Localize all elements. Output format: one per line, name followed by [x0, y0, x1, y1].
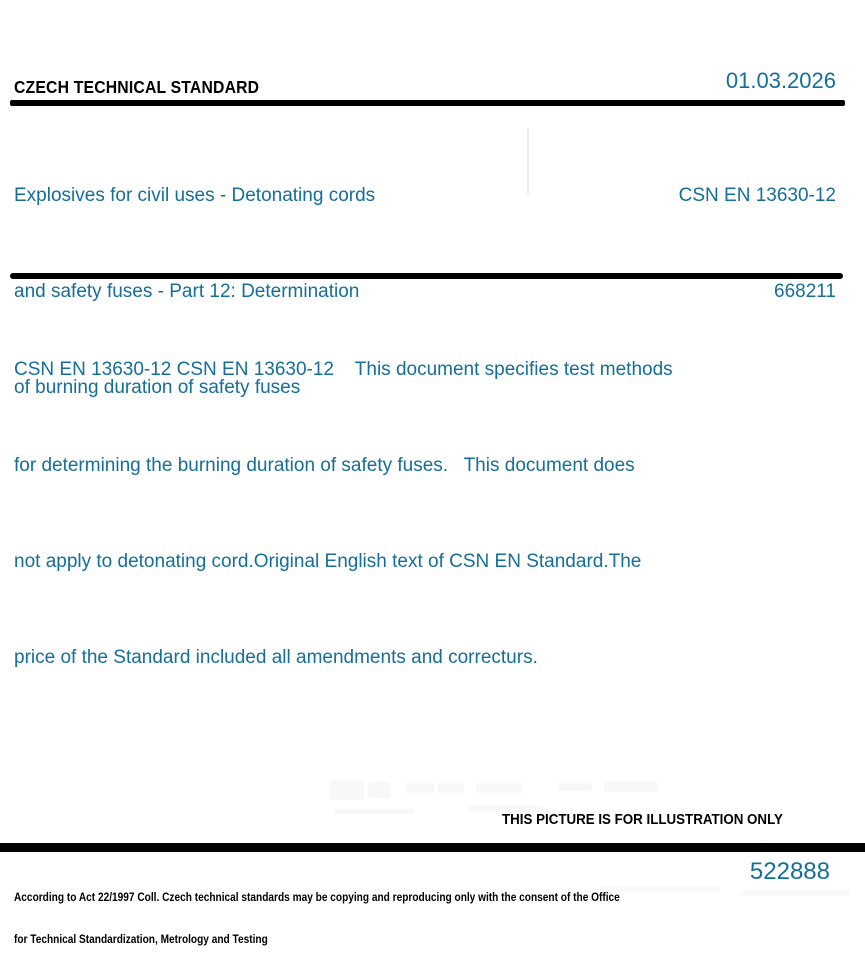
- faded-watermark: [438, 783, 464, 793]
- faded-watermark: [740, 890, 850, 896]
- faded-watermark: [368, 782, 390, 798]
- abstract-line-4: price of the Standard included all amendments and correcturs.: [14, 647, 538, 668]
- abstract-line-1: CSN EN 13630-12 CSN EN 13630-12 This document specifies test methods: [14, 359, 673, 380]
- faded-watermark: [604, 782, 658, 792]
- header-divider: [10, 100, 845, 106]
- faded-artifact-line: [527, 128, 529, 196]
- order-number: 522888: [749, 858, 830, 885]
- legal-notice: [14, 863, 620, 975]
- standard-title-line-1: Explosives for civil uses - Detonating cords: [14, 185, 376, 206]
- faded-watermark: [334, 809, 414, 814]
- section-divider: [10, 273, 843, 279]
- legal-notice-line-1: According to Act 22/1997 Coll. Czech technical standards may be copying and reproducing only with the consent of the Office: [14, 892, 620, 904]
- standard-abstract: [14, 290, 673, 738]
- page-title: CZECH TECHNICAL STANDARD: [14, 77, 260, 97]
- faded-watermark: [558, 783, 592, 791]
- faded-watermark: [406, 783, 434, 793]
- footer-divider: [0, 843, 865, 852]
- standard-title-line-3: of burning duration of safety fuses: [14, 377, 301, 398]
- abstract-line-2: for determining the burning duration of safety fuses. This document does: [14, 455, 635, 476]
- standard-identifiers: [679, 116, 836, 372]
- catalog-number: 668211: [774, 281, 836, 302]
- illustration-disclaimer: THIS PICTURE IS FOR ILLUSTRATION ONLY: [502, 812, 783, 828]
- standard-title-line-2: and safety fuses - Part 12: Determination: [14, 281, 360, 302]
- legal-notice-line-2: for Technical Standardization, Metrology and Testing: [14, 934, 268, 946]
- abstract-line-3: not apply to detonating cord.Original English text of CSN EN Standard.The: [14, 551, 642, 572]
- standard-code: CSN EN 13630-12: [678, 185, 836, 206]
- issue-date: 01.03.2026: [725, 68, 836, 93]
- faded-watermark: [476, 783, 522, 793]
- faded-watermark: [330, 780, 364, 800]
